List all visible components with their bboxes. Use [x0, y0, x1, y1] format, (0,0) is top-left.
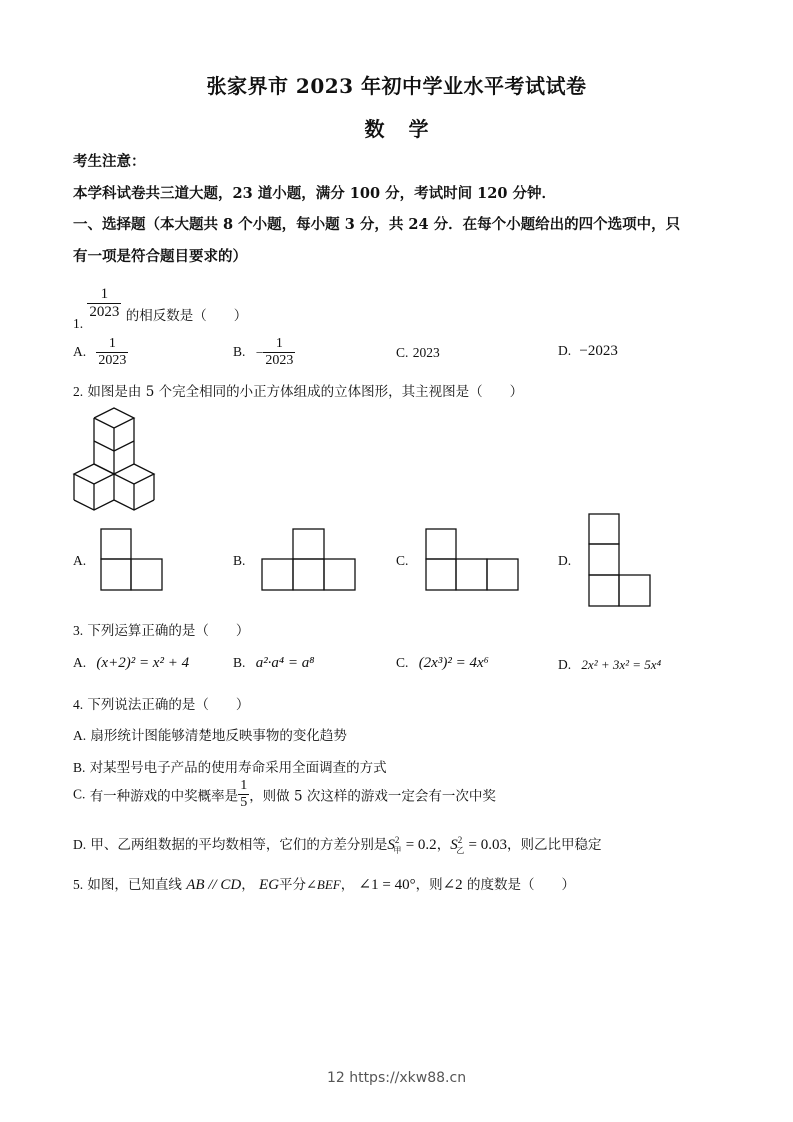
- question-4-option-c[interactable]: C. 有一种游戏的中奖概率是 $\frac{1}{5}$ ，则做 5 次这样的游戏一定会有一次中奖: [73, 778, 496, 810]
- question-2-option-b[interactable]: B.: [233, 553, 246, 568]
- question-1-option-a[interactable]: A. $\frac{1}{2023}$: [73, 336, 127, 368]
- exam-title: 张家界市 2023 年初中学业水平考试试卷: [206, 74, 587, 98]
- question-1-option-b[interactable]: B. − $\frac{1}{2023}$: [233, 336, 294, 368]
- notice-text: 本学科试卷共三道大题，23 道小题，满分 100 分，考试时间 120 分钟．: [73, 185, 556, 202]
- question-3: 3. 下列运算正确的是（ ）: [73, 623, 250, 639]
- page-footer: 12 https://xkw88.cn: [326, 1070, 467, 1086]
- subject-char-2: 学: [408, 117, 429, 141]
- question-3-option-d[interactable]: D. 2x² + 3x² = 5x⁴: [558, 657, 662, 672]
- section-1-heading-line1: 一、选择题（本大题共 8 个小题，每小题 3 分，共 24 分．在每个小题给出的四个选项中，只: [73, 216, 681, 233]
- question-1-stem: 的相反数是（ ）: [125, 308, 248, 325]
- question-2-option-d[interactable]: D.: [558, 553, 572, 568]
- question-4-option-a[interactable]: A. 扇形统计图能够清楚地反映事物的变化趋势: [73, 728, 347, 744]
- question-2-option-c[interactable]: C.: [396, 553, 409, 568]
- section-1-heading-line2: 有一项是符合题目要求的）: [73, 248, 247, 265]
- question-4: 4. 下列说法正确的是（ ）: [73, 697, 250, 713]
- subject-char-1: 数: [364, 117, 385, 141]
- question-3-stem: 下列运算正确的是（ ）: [87, 623, 250, 639]
- question-2-stem: 如图是由 5 个完全相同的小正方体组成的立体图形，其主视图是（ ）: [87, 384, 524, 400]
- question-3-option-c[interactable]: C. (2x³)² = 4x⁶: [396, 655, 489, 671]
- question-4-option-d[interactable]: D. 甲、乙两组数据的平均数相等，它们的方差分别是$S^2_甲 = 0.2$，$S^2_乙 = 0.03$，则乙比甲稳定: [73, 835, 602, 855]
- question-2: 2. 如图是由 5 个完全相同的小正方体组成的立体图形，其主视图是（ ）: [73, 384, 524, 400]
- question-4-option-b[interactable]: B. 对某型号电子产品的使用寿命采用全面调查的方式: [73, 760, 387, 776]
- question-1-number: 1.: [73, 316, 84, 332]
- question-3-option-b[interactable]: B. a²·a⁴ = a⁸: [233, 655, 315, 671]
- question-5: 5. 如图，已知直线 AB // CD， EG平分∠BEF， ∠1 = 40°，则∠2 的度数是（ ）: [73, 877, 575, 893]
- question-1-option-c[interactable]: C. 2023: [396, 345, 440, 360]
- question-4-stem: 下列说法正确的是（ ）: [87, 697, 250, 713]
- notice-label: 考生注意：: [73, 153, 146, 170]
- question-3-option-a[interactable]: A. (x+2)² = x² + 4: [73, 655, 190, 671]
- question-1-option-d[interactable]: D. −2023: [558, 343, 618, 359]
- question-1-fraction: $\frac{1}{2023}$: [89, 286, 120, 320]
- question-2-option-a[interactable]: A.: [73, 553, 87, 568]
